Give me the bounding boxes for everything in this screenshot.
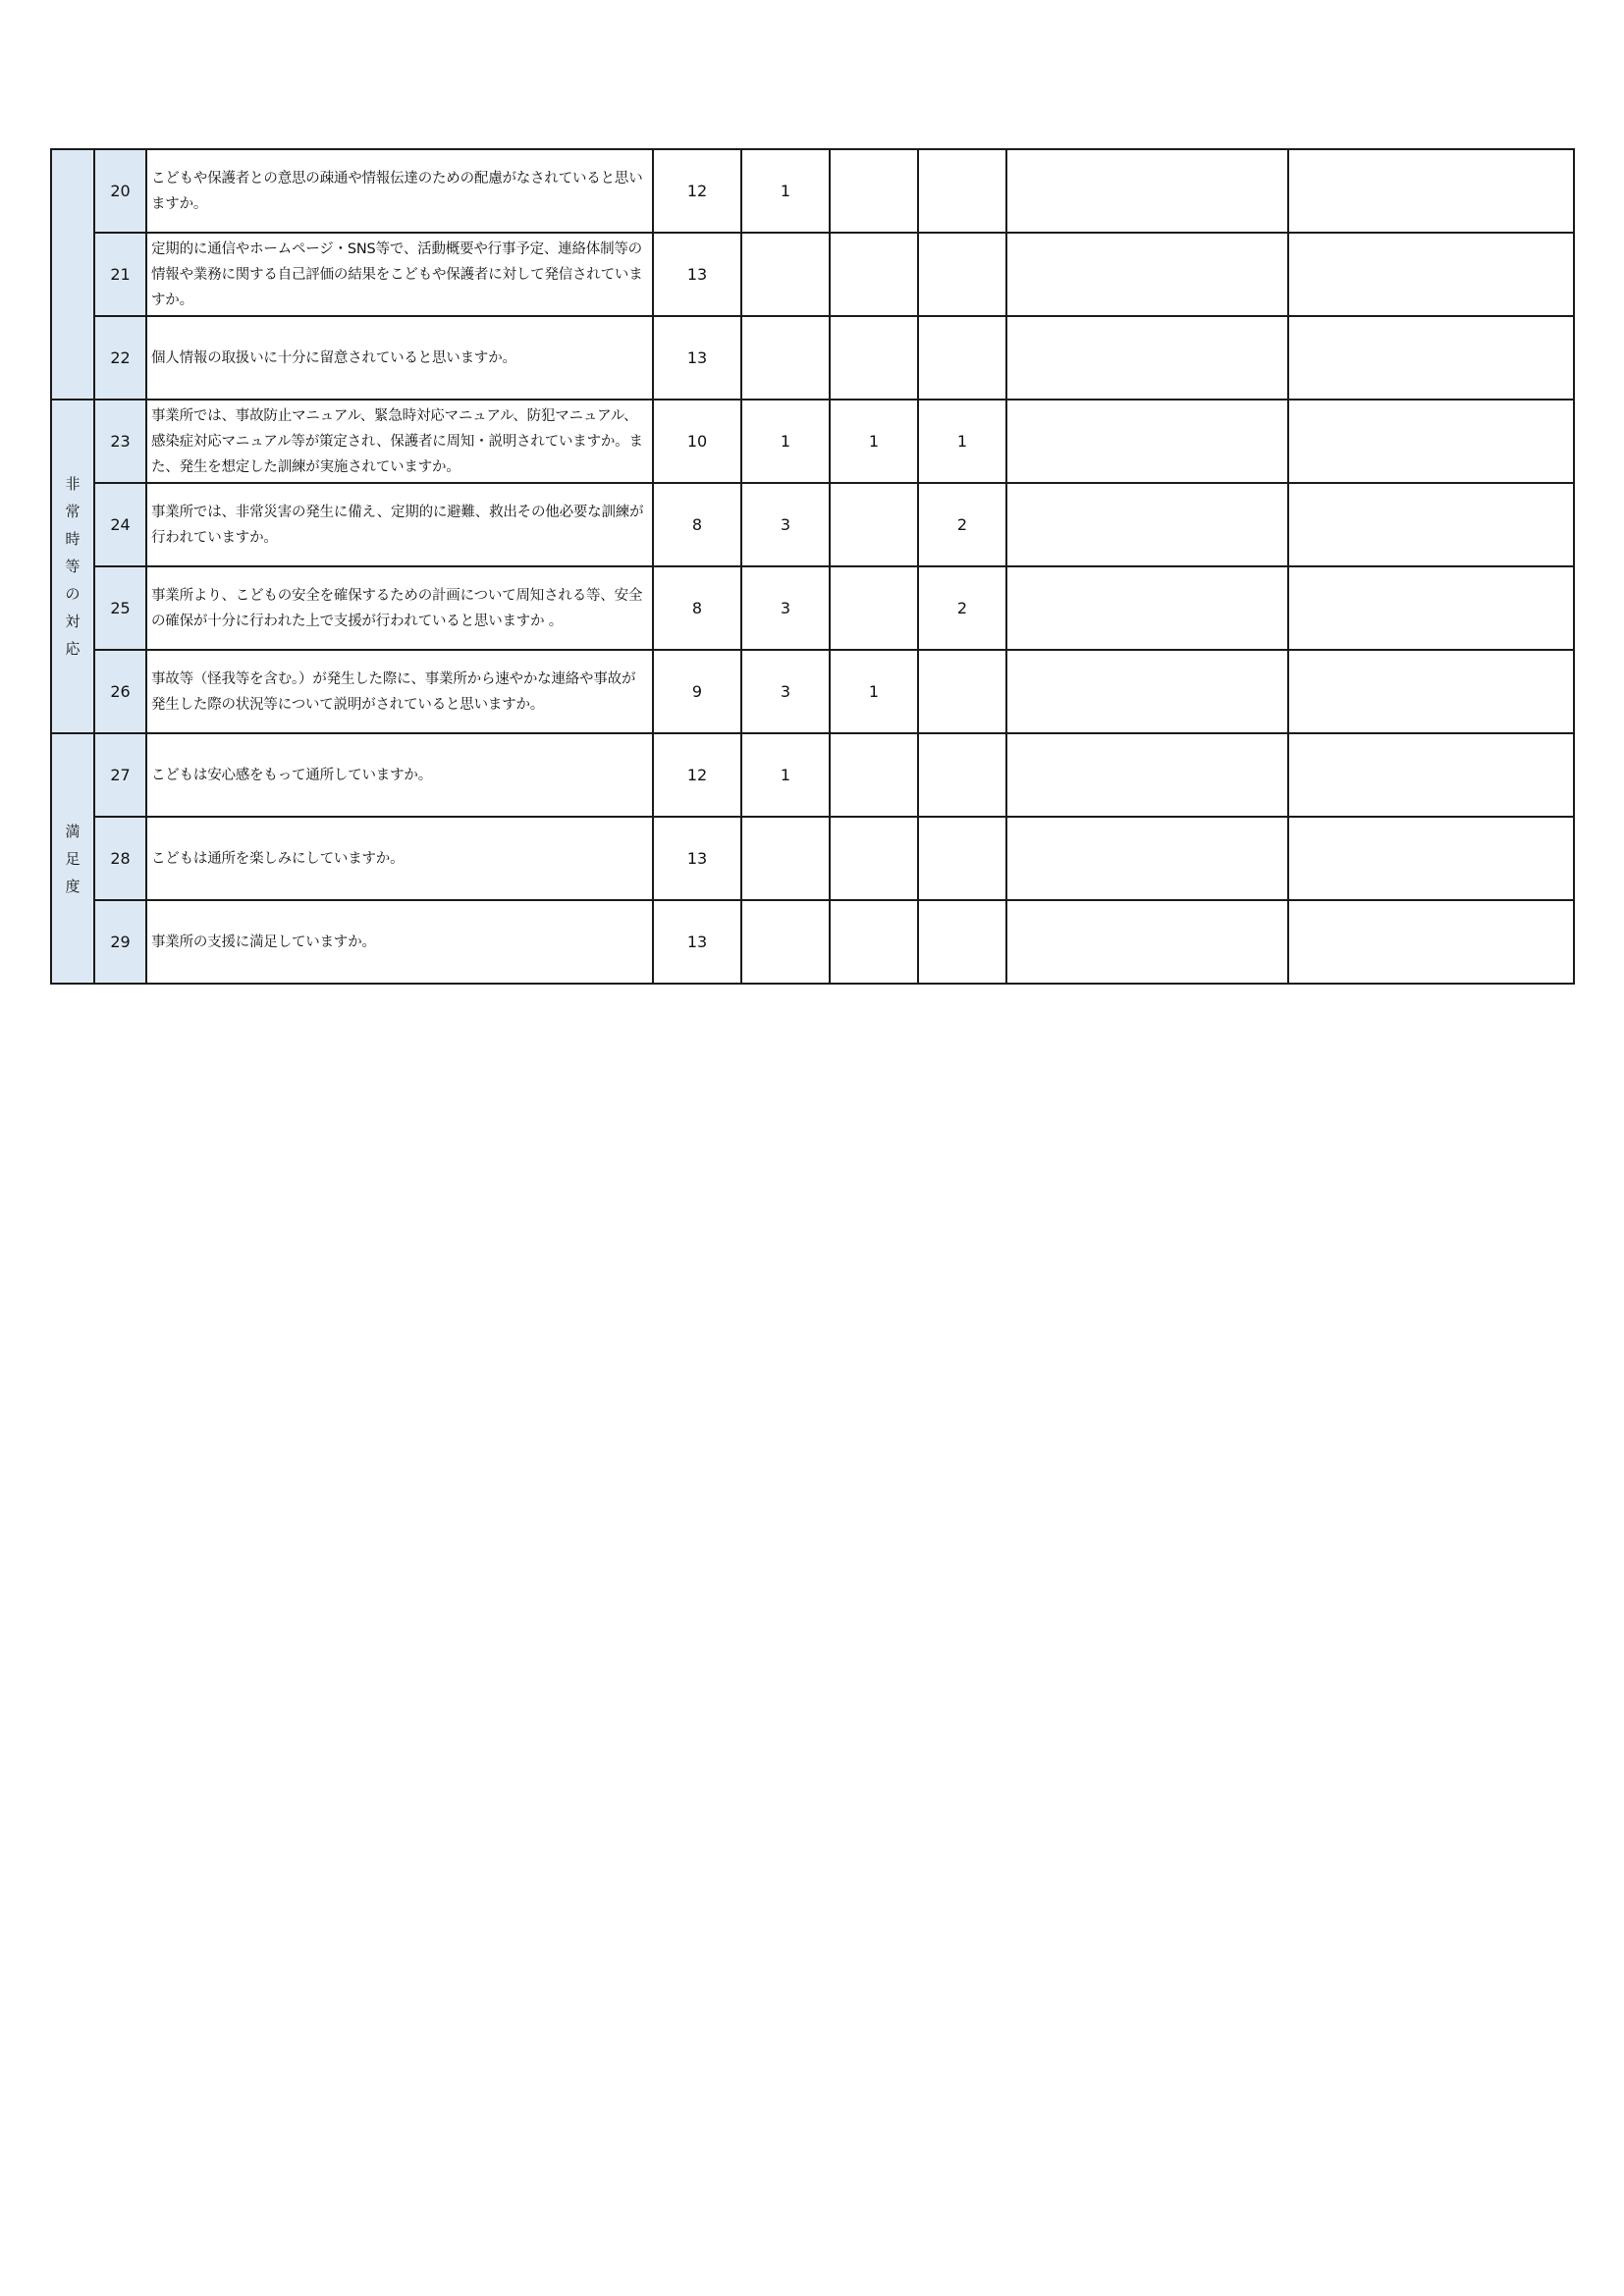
question-text: 個人情報の取扱いに十分に留意されていると思いますか。: [146, 316, 653, 400]
table-row: [51, 566, 1574, 650]
count-cell-4: 1: [918, 400, 1006, 483]
count-cell-4: [918, 233, 1006, 316]
count-cell-3: [830, 233, 918, 316]
comment-cell-1: [1006, 733, 1288, 817]
count-cell-3: [830, 733, 918, 817]
section-label: 非常時等の対応: [65, 475, 81, 658]
count-cell-3: [830, 817, 918, 900]
count-cell-3: [830, 566, 918, 650]
section-label-cell: [51, 400, 94, 733]
comment-cell-1: [1006, 316, 1288, 400]
count-cell-2: [741, 900, 830, 984]
count-cell-2: 1: [741, 733, 830, 817]
section-label-cell: [51, 149, 94, 400]
table-row: [51, 233, 1574, 316]
count-cell-2: [741, 316, 830, 400]
section-label-cell: [51, 733, 94, 984]
comment-cell-1: [1006, 566, 1288, 650]
comment-cell-2: [1288, 817, 1574, 900]
count-cell-1: 13: [653, 817, 741, 900]
item-number: 23: [94, 400, 146, 483]
count-cell-1: 12: [653, 733, 741, 817]
survey-results-table: [50, 148, 1575, 985]
table-row: [51, 900, 1574, 984]
item-number: 26: [94, 650, 146, 733]
table-row: [51, 733, 1574, 817]
item-number: 29: [94, 900, 146, 984]
count-cell-2: 1: [741, 149, 830, 233]
question-text: 事業所では、事故防止マニュアル、緊急時対応マニュアル、防犯マニュアル、感染症対応マニュアル等が策定され、保護者に周知・説明されていますか。また、発生を想定した訓練が実施されていますか。: [146, 400, 653, 483]
comment-cell-2: [1288, 566, 1574, 650]
count-cell-4: 2: [918, 483, 1006, 566]
count-cell-1: 13: [653, 316, 741, 400]
count-cell-1: 13: [653, 900, 741, 984]
count-cell-1: 13: [653, 233, 741, 316]
count-cell-2: [741, 233, 830, 316]
item-number: 28: [94, 817, 146, 900]
table-row: [51, 316, 1574, 400]
count-cell-2: 1: [741, 400, 830, 483]
question-text: 事業所より、こどもの安全を確保するための計画について周知される等、安全の確保が十分に行われた上で支援が行われていると思いますか 。: [146, 566, 653, 650]
comment-cell-1: [1006, 900, 1288, 984]
comment-cell-1: [1006, 400, 1288, 483]
table-row: [51, 483, 1574, 566]
comment-cell-2: [1288, 733, 1574, 817]
comment-cell-2: [1288, 233, 1574, 316]
count-cell-1: 9: [653, 650, 741, 733]
question-text: こどもは通所を楽しみにしていますか。: [146, 817, 653, 900]
count-cell-1: 12: [653, 149, 741, 233]
item-number: 22: [94, 316, 146, 400]
question-text: 事業所では、非常災害の発生に備え、定期的に避難、救出その他必要な訓練が行われていますか。: [146, 483, 653, 566]
comment-cell-1: [1006, 650, 1288, 733]
count-cell-1: 10: [653, 400, 741, 483]
count-cell-4: [918, 900, 1006, 984]
count-cell-3: [830, 316, 918, 400]
count-cell-2: 3: [741, 650, 830, 733]
count-cell-3: [830, 149, 918, 233]
table-row: [51, 650, 1574, 733]
count-cell-4: [918, 817, 1006, 900]
comment-cell-2: [1288, 650, 1574, 733]
question-text: こどもや保護者との意思の疎通や情報伝達のための配慮がなされていると思いますか。: [146, 149, 653, 233]
table-row: [51, 817, 1574, 900]
comment-cell-1: [1006, 233, 1288, 316]
item-number: 25: [94, 566, 146, 650]
item-number: 20: [94, 149, 146, 233]
comment-cell-2: [1288, 149, 1574, 233]
question-text: 事業所の支援に満足していますか。: [146, 900, 653, 984]
item-number: 21: [94, 233, 146, 316]
section-label: 満足度: [65, 822, 81, 895]
count-cell-4: [918, 316, 1006, 400]
count-cell-2: 3: [741, 566, 830, 650]
question-text: こどもは安心感をもって通所していますか。: [146, 733, 653, 817]
comment-cell-2: [1288, 316, 1574, 400]
comment-cell-1: [1006, 817, 1288, 900]
table-row: [51, 400, 1574, 483]
question-text: 定期的に通信やホームページ・SNS等で、活動概要や行事予定、連絡体制等の情報や業務に関する自己評価の結果をこどもや保護者に対して発信されていますか。: [146, 233, 653, 316]
comment-cell-1: [1006, 483, 1288, 566]
count-cell-4: [918, 650, 1006, 733]
count-cell-3: [830, 900, 918, 984]
count-cell-2: 3: [741, 483, 830, 566]
count-cell-4: [918, 733, 1006, 817]
count-cell-4: [918, 149, 1006, 233]
question-text: 事故等（怪我等を含む。）が発生した際に、事業所から速やかな連絡や事故が発生した際の状況等について説明がされていると思いますか。: [146, 650, 653, 733]
count-cell-2: [741, 817, 830, 900]
count-cell-3: [830, 483, 918, 566]
comment-cell-2: [1288, 400, 1574, 483]
count-cell-3: 1: [830, 400, 918, 483]
count-cell-3: 1: [830, 650, 918, 733]
count-cell-4: 2: [918, 566, 1006, 650]
item-number: 24: [94, 483, 146, 566]
count-cell-1: 8: [653, 483, 741, 566]
item-number: 27: [94, 733, 146, 817]
count-cell-1: 8: [653, 566, 741, 650]
comment-cell-2: [1288, 483, 1574, 566]
table-row: [51, 149, 1574, 233]
comment-cell-1: [1006, 149, 1288, 233]
comment-cell-2: [1288, 900, 1574, 984]
